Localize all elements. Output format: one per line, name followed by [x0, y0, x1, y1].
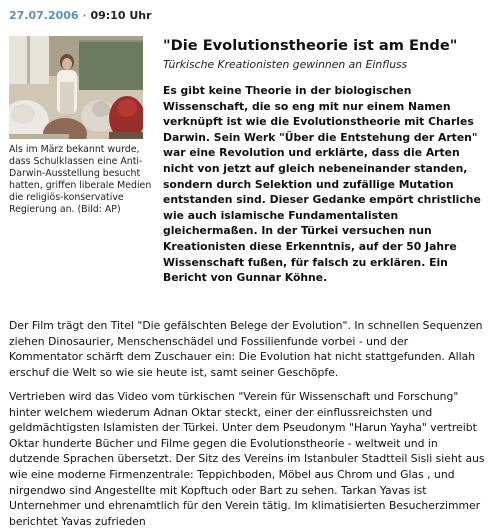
dateline-separator: ·: [82, 9, 87, 22]
article-photo[interactable]: [9, 36, 143, 139]
article-paragraph: Vertrieben wird das Video vom türkischen "Verein für Wissenschaft und Forschung" hinter welchem wiederum Adnan Oktar steckt, einer der einflussreichsten und geldmächtigsten Islamisten der Türkei. Unter dem Pseudonym "Harun Yayha" vertreibt Oktar hunderte Bücher und Filme gegen die Evolutionstheorie - weltweit und in dutzende Sprachen übersetzt. Der Sitz des Vereins im Istanbuler Stadtteil Sisli sieht aus wie eine moderne Firmenzentrale: Teppichboden, Möbel aus Chrom und Glas , und nirgendwo sind Angestellte mit Kopftuch oder Bart zu sehen. Tarkan Yavas ist Unternehmer und ehrenamtlich für den Verein tätig. Im klimatisierten Besucherzimmer berichtet Yavas zufrieden: [9, 390, 485, 528]
photo-caption: Als im März bekannt wurde, dass Schulklassen eine Anti-Darwin-Ausstellung besucht hatten, griffen liberale Medien die religiös-konservative Regierung an. (Bild: AP): [9, 144, 152, 215]
dateline: [9, 9, 152, 23]
article-paragraph: Der Film trägt den Titel "Die gefälschten Belege der Evolution". In schnellen Sequenzen ziehen Dinosaurier, Menschenschädel und Fossilienfunde vorbei - und der Kommentator schärft dem Zuschauer ein: Die Evolution hat nicht stattgefunden. Allah erschuf die Welt so wie sie heute ist, samt seiner Geschöpfe.: [9, 319, 483, 379]
article-lead: Es gibt keine Theorie in der biologischen Wissenschaft, die so eng mit nur einem Namen verknüpft ist wie die Evolutionstheorie mit Charles Darwin. Sein Werk "Über die Entstehung der Arten" war eine Revolution und erklärte, dass die Arten nicht von jetzt auf gleich nebeneinander standen, sondern durch Selektion und zufällige Mutation entstanden sind. Dieser Gedanke empört christliche wie auch islamische Fundamentalisten gleichermaßen. In der Türkei versuchen nun Kreationisten diese Erkenntnis, auf der 50 Jahre Wissenschaft fußen, für falsch zu erklären. Ein Bericht von Gunnar Köhne.: [163, 84, 481, 285]
publish-time: 09:10 Uhr: [90, 9, 152, 22]
classroom-photo-icon: [9, 36, 143, 139]
article-subtitle: Türkische Kreationisten gewinnen an Einfluss: [163, 58, 408, 71]
publish-date: 27.07.2006: [9, 9, 79, 22]
article-headline: "Die Evolutionstheorie ist am Ende": [163, 37, 458, 54]
